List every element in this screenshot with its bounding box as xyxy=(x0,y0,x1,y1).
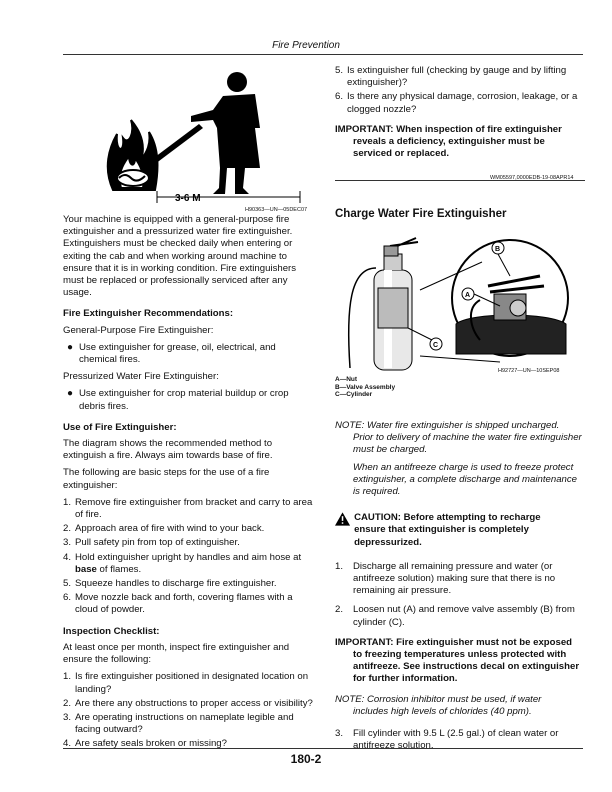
legend-item: C—Cylinder xyxy=(335,391,373,398)
check-text: Are operating instructions on nameplate legible and facing outward? xyxy=(75,711,294,736)
right-column-top xyxy=(335,65,585,168)
charge-steps xyxy=(335,561,585,629)
inspection-checks-continued xyxy=(335,65,585,116)
bullet-icon: ● xyxy=(67,341,74,353)
check-number: 4. xyxy=(63,738,72,750)
step-number: 2. xyxy=(335,604,344,616)
person-icon xyxy=(151,72,260,194)
step-number: 4. xyxy=(63,551,72,563)
list-item xyxy=(63,537,313,549)
check-number: 6. xyxy=(335,91,344,103)
step-emphasis: base xyxy=(75,563,97,575)
check-text: Are there any obstructions to proper access or visibility? xyxy=(75,697,313,709)
legend-item: A—Nut xyxy=(335,376,358,383)
header-rule xyxy=(63,54,583,55)
callout-c-label: C xyxy=(433,342,439,349)
important-text: reveals a deficiency, extinguisher must be serviced or replaced. xyxy=(353,136,545,160)
warning-triangle-icon xyxy=(335,512,350,526)
important-text: to freezing temperatures unless protected with antifreeze. See instructions decal on extinguisher for further information. xyxy=(353,649,580,685)
check-text: Is extinguisher full (checking by gauge and by lifting extinguisher)? xyxy=(347,65,567,89)
note-lead: NOTE: Water fire extinguisher is shipped uncharged. xyxy=(335,420,560,431)
step-text: Hold extinguisher upright by handles and aim hose at xyxy=(75,551,302,563)
list-item xyxy=(63,578,313,590)
bullet-icon: ● xyxy=(67,388,74,400)
fire-extinguisher-illustration xyxy=(95,68,315,208)
callout-c xyxy=(408,328,442,350)
recommendations-heading: Fire Extinguisher Recommendations: xyxy=(63,308,234,320)
check-number: 5. xyxy=(335,65,344,76)
step-text: Fill cylinder with 9.5 L (2.5 gal.) of clean water or antifreeze solution. xyxy=(353,728,559,752)
callout-a-label: A xyxy=(465,292,471,299)
pressurized-water-label: Pressurized Water Fire Extinguisher: xyxy=(63,371,219,383)
step-number: 1. xyxy=(335,560,344,572)
figure-legend xyxy=(335,376,395,399)
important-lead: IMPORTANT: Fire extinguisher must not be exposed xyxy=(335,636,573,648)
intro-paragraph: Your machine is equipped with a general-purpose fire extinguisher and a pressurized water fire extinguisher. Extinguishers must be checked daily when entering or exiting the cab and when working around machine to ensure that it is in working condition. Fire extinguishers must be replaced or professionally serviced after any usage. xyxy=(63,214,297,299)
list-item xyxy=(63,671,313,695)
caution-body xyxy=(354,512,585,549)
step-text: Remove fire extinguisher from bracket and carry to area of fire. xyxy=(75,496,313,521)
step-number: 1. xyxy=(63,496,72,508)
list-item xyxy=(63,592,313,616)
page-number: 180-2 xyxy=(290,752,322,766)
inspection-paragraph: At least once per month, inspect fire extinguisher and ensure the following: xyxy=(63,641,290,666)
step-text: Discharge all remaining pressure and water (or antifreeze solution) making sure that there is no remaining air pressure. xyxy=(353,560,556,597)
use-paragraph-2: The following are basic steps for the use of a fire extinguisher: xyxy=(63,467,270,491)
extinguisher-icon xyxy=(349,238,418,370)
bullet-text: Use extinguisher for crop material buildup or crop debris fires. xyxy=(79,388,289,412)
check-number: 3. xyxy=(63,711,72,723)
pw-bullets xyxy=(63,388,313,412)
use-heading: Use of Fire Extinguisher: xyxy=(63,421,177,433)
check-number: 1. xyxy=(63,671,72,683)
footer-rule xyxy=(63,748,583,749)
use-steps xyxy=(63,497,313,617)
check-text: Is there any physical damage, corrosion, leakage, or a clogged nozzle? xyxy=(347,91,578,115)
step-text: Approach area of fire with wind to your back. xyxy=(75,523,265,535)
step-number: 5. xyxy=(63,578,72,590)
section-title: Charge Water Fire Extinguisher xyxy=(335,208,507,220)
caution-lead: CAUTION: Before attempting to recharge xyxy=(354,512,541,524)
water-extinguisher-illustration xyxy=(340,228,580,373)
check-number: 2. xyxy=(63,697,72,709)
step-number: 3. xyxy=(335,728,344,740)
distance-label: 3-6 M xyxy=(175,193,201,204)
check-text: Are safety seals broken or missing? xyxy=(75,738,227,750)
important-notice-2 xyxy=(335,637,585,686)
figure1-ref: H90363—UN—05DEC07 xyxy=(245,207,308,213)
use-paragraph-1: The diagram shows the recommended method to extinguish a fire. Always aim towards base of fire. xyxy=(63,438,273,462)
legend-item: B—Valve Assembly xyxy=(335,383,396,391)
list-item xyxy=(63,712,313,736)
note-2 xyxy=(335,694,585,718)
step-text: Pull safety pin from top of extinguisher. xyxy=(75,537,240,549)
caution-notice xyxy=(335,512,585,549)
running-header: Fire Prevention xyxy=(272,40,340,51)
list-item xyxy=(335,65,585,89)
step-number: 6. xyxy=(63,592,72,604)
list-item xyxy=(63,388,313,412)
note-lead: NOTE: Corrosion inhibitor must be used, if water xyxy=(335,693,542,705)
note-text-2: When an antifreeze charge is used to freeze protect extinguisher, a complete discharge and maintenance is required. xyxy=(353,461,577,498)
list-item xyxy=(63,523,313,535)
note-text: Prior to delivery of machine the water fire extinguisher must be charged. xyxy=(353,432,582,456)
bullet-text: Use extinguisher for grease, oil, electrical, and chemical fires. xyxy=(79,341,276,366)
callout-b-label: B xyxy=(495,246,501,253)
check-text: Is fire extinguisher positioned in designated location on landing? xyxy=(75,671,309,695)
list-item xyxy=(63,342,313,366)
flames-icon xyxy=(108,120,158,190)
inspection-heading: Inspection Checklist: xyxy=(63,625,160,637)
note-1 xyxy=(335,420,585,498)
list-item xyxy=(335,561,585,598)
step-number: 3. xyxy=(63,537,72,549)
important-lead: IMPORTANT: When inspection of fire extinguisher xyxy=(335,123,562,135)
general-purpose-label: General-Purpose Fire Extinguisher: xyxy=(63,324,214,336)
right-column-body xyxy=(335,414,585,759)
list-item xyxy=(63,552,313,576)
step-text: Move nozzle back and forth, covering flames with a cloud of powder. xyxy=(75,592,293,616)
left-column xyxy=(63,214,313,756)
gp-bullets xyxy=(63,342,313,366)
step-text: of flames. xyxy=(96,563,142,575)
list-item xyxy=(335,91,585,115)
section-ref: WM05597,0000EDB-19-08APR14 xyxy=(490,175,574,181)
note-text: includes high levels of chlorides (40 ppm). xyxy=(353,705,532,717)
caution-text: ensure that extinguisher is completely depressurized. xyxy=(354,524,529,548)
step-number: 2. xyxy=(63,523,72,535)
step-text: Squeeze handles to discharge fire extinguisher. xyxy=(75,578,277,590)
inspection-checks xyxy=(63,671,313,750)
list-item xyxy=(335,604,585,628)
step-text: Loosen nut (A) and remove valve assembly (B) from cylinder (C). xyxy=(353,604,575,628)
list-item xyxy=(63,497,313,521)
figure2-ref: H92727—UN—10SEP08 xyxy=(498,368,560,374)
list-item xyxy=(63,698,313,710)
important-notice-1 xyxy=(335,124,585,161)
